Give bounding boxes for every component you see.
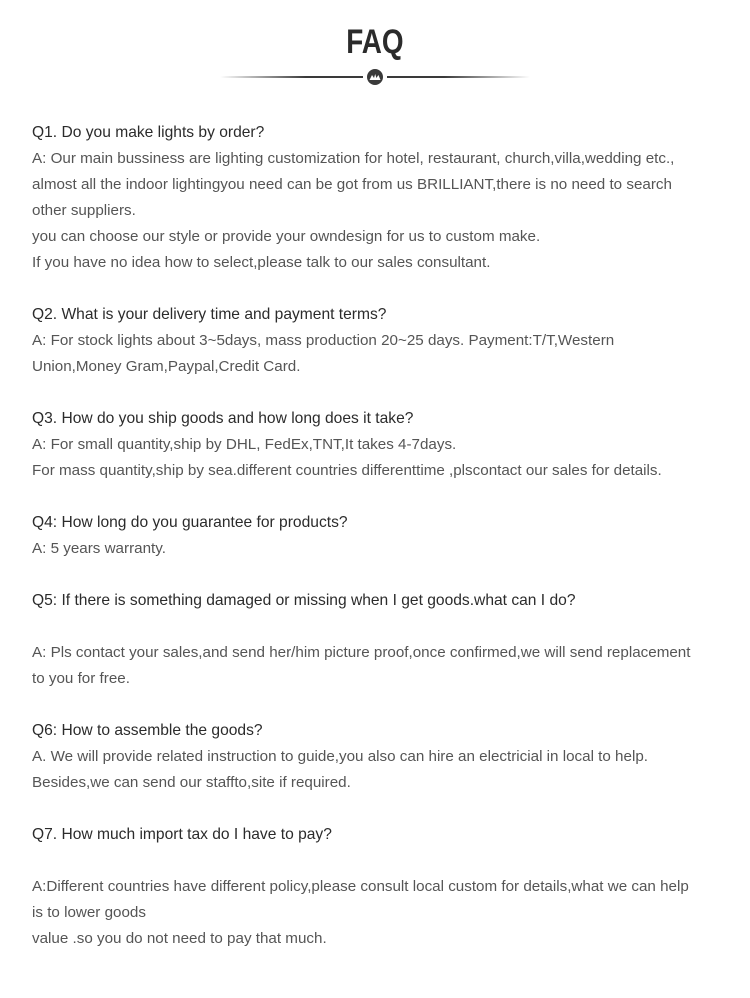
faq-header bbox=[0, 22, 750, 62]
faq-item-q6 bbox=[32, 718, 732, 796]
faq-answer-line: Union,Money Gram,Paypal,Credit Card. bbox=[32, 358, 301, 375]
spacer bbox=[32, 796, 732, 822]
faq-answer-line: A: Our main bussiness are lighting customization for hotel, restaurant, church,villa,wedding etc., bbox=[32, 150, 675, 167]
faq-answer-line: value .so you do not need to pay that much. bbox=[32, 930, 327, 947]
spacer bbox=[32, 276, 732, 302]
page-title: FAQ bbox=[346, 23, 404, 61]
faq-question: Q2. What is your delivery time and payment terms? bbox=[32, 306, 387, 323]
faq-answer-line: A. We will provide related instruction to guide,you also can hire an electricial in local to help. bbox=[32, 748, 648, 765]
faq-answer-line: A: For small quantity,ship by DHL, FedEx,TNT,It takes 4-7days. bbox=[32, 436, 457, 453]
faq-answer-line: you can choose our style or provide your owndesign for us to custom make. bbox=[32, 228, 541, 245]
faq-question: Q6: How to assemble the goods? bbox=[32, 722, 263, 739]
faq-item-q7 bbox=[32, 822, 732, 952]
faq-question: Q4: How long do you guarantee for products? bbox=[32, 514, 348, 531]
spacer bbox=[32, 614, 732, 640]
faq-question: Q7. How much import tax do I have to pay? bbox=[32, 826, 332, 843]
faq-answer-line: Besides,we can send our staffto,site if required. bbox=[32, 774, 351, 791]
faq-item-q1 bbox=[32, 120, 732, 276]
faq-answer-line: A: For stock lights about 3~5days, mass production 20~25 days. Payment:T/T,Western bbox=[32, 332, 615, 349]
faq-list bbox=[32, 120, 732, 952]
diamond-emblem-icon bbox=[366, 68, 384, 86]
faq-question: Q1. Do you make lights by order? bbox=[32, 124, 265, 141]
faq-question: Q3. How do you ship goods and how long does it take? bbox=[32, 410, 414, 427]
spacer bbox=[32, 562, 732, 588]
faq-answer-line: If you have no idea how to select,please talk to our sales consultant. bbox=[32, 254, 491, 271]
faq-question: Q5: If there is something damaged or missing when I get goods.what can I do? bbox=[32, 592, 576, 609]
title-divider bbox=[220, 66, 530, 88]
faq-answer-line: For mass quantity,ship by sea.different countries differenttime ,plscontact our sales for details. bbox=[32, 462, 662, 479]
faq-answer-line: A:Different countries have different policy,please consult local custom for details,what we can help bbox=[32, 878, 689, 895]
divider-line-left bbox=[220, 76, 363, 78]
faq-answer-line: A: 5 years warranty. bbox=[32, 540, 166, 557]
faq-item-q2 bbox=[32, 302, 732, 380]
divider-line-right bbox=[387, 76, 530, 78]
faq-answer-line: is to lower goods bbox=[32, 904, 146, 921]
faq-answer-line: other suppliers. bbox=[32, 202, 136, 219]
spacer bbox=[32, 484, 732, 510]
faq-item-q5 bbox=[32, 588, 732, 692]
spacer bbox=[32, 848, 732, 874]
spacer bbox=[32, 380, 732, 406]
faq-answer-line: almost all the indoor lightingyou need can be got from us BRILLIANT,there is no need to search bbox=[32, 176, 672, 193]
spacer bbox=[32, 692, 732, 718]
faq-item-q3 bbox=[32, 406, 732, 484]
faq-answer-line: to you for free. bbox=[32, 670, 130, 687]
faq-item-q4 bbox=[32, 510, 732, 562]
faq-answer-line: A: Pls contact your sales,and send her/him picture proof,once confirmed,we will send replacement bbox=[32, 644, 691, 661]
